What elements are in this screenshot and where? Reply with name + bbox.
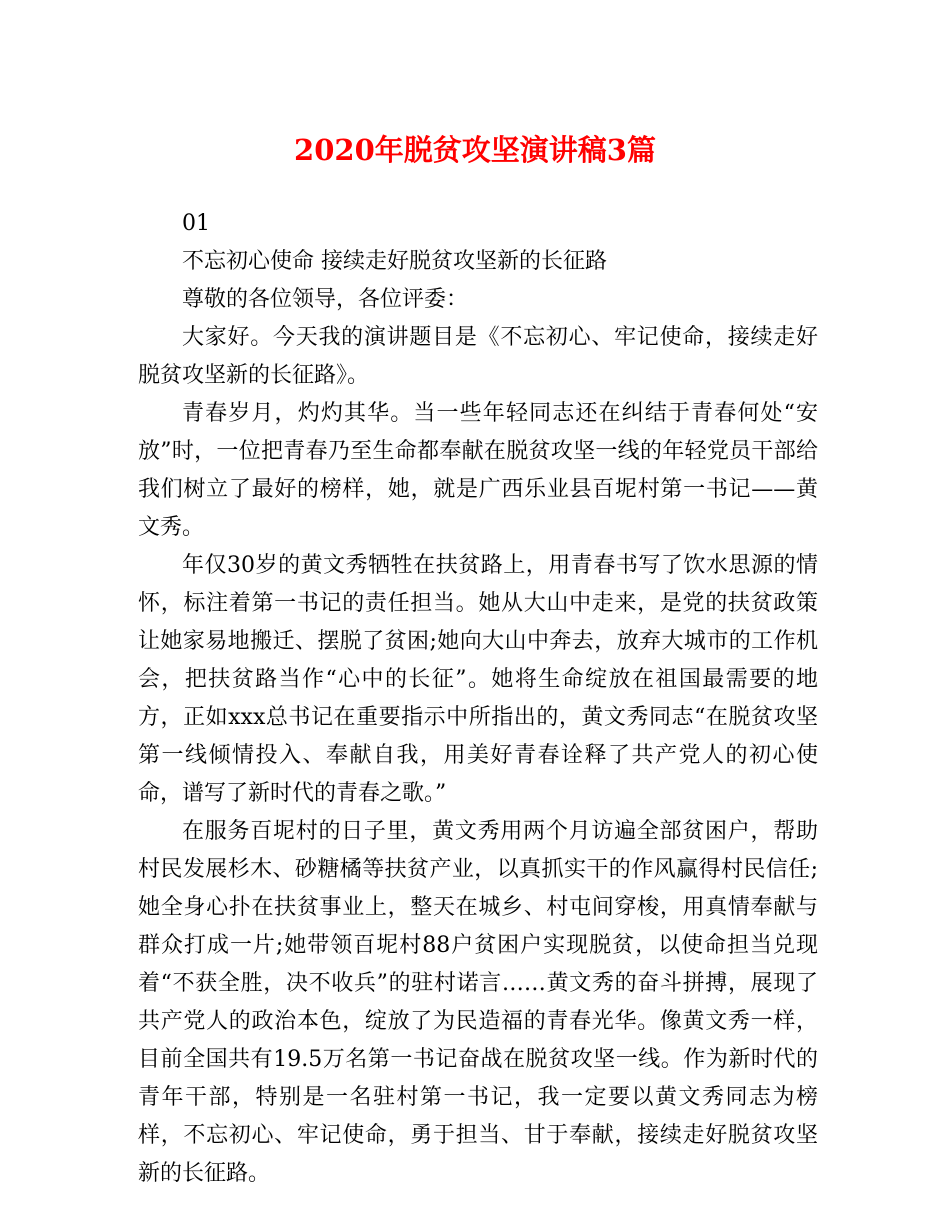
body-paragraph: 青春岁月，灼灼其华。当一些年轻同志还在纠结于青春何处“安放”时，一位把青春乃至生命都奉献在脱贫攻坚一线的年轻党员干部给我们树立了最好的榜样，她，就是广西乐业县百坭村第一书记——黄文秀。 bbox=[138, 401, 818, 540]
section-number: 01 bbox=[182, 211, 210, 236]
body-paragraph: 在服务百坭村的日子里，黄文秀用两个月访遍全部贫困户，帮助村民发展杉木、砂糖橘等扶贫产业，以真抓实干的作风赢得村民信任;她全身心扑在扶贫事业上，整天在城乡、村屯间穿梭，用真情奉献与群众打成一片;她带领百坭村88户贫困户实现脱贫，以使命担当兑现着“不获全胜，决不收兵”的驻村诺言……黄文秀的奋斗拼搏，展现了共产党人的政治本色，绽放了为民造福的青春光华。像黄文秀一样，目前全国共有19.5万名第一书记奋战在脱贫攻坚一线。作为新时代的青年干部，特别是一名驻村第一书记，我一定要以黄文秀同志为榜样，不忘初心、牢记使命，勇于担当、甘于奉献，接续走好脱贫攻坚新的长征路。 bbox=[138, 819, 818, 1186]
speech-heading: 不忘初心使命 接续走好脱贫攻坚新的长征路 bbox=[182, 249, 607, 274]
salutation: 尊敬的各位领导，各位评委： bbox=[182, 287, 469, 312]
body-paragraph: 大家好。今天我的演讲题目是《不忘初心、牢记使命，接续走好脱贫攻坚新的长征路》。 bbox=[138, 325, 818, 388]
document-title: 2020年脱贫攻坚演讲稿3篇 bbox=[294, 133, 656, 167]
body-paragraph: 年仅30岁的黄文秀牺牲在扶贫路上，用青春书写了饮水思源的情怀，标注着第一书记的责任担当。她从大山中走来，是党的扶贫政策让她家易地搬迁、摆脱了贫困;她向大山中奔去，放弃大城市的工作机会，把扶贫路当作“心中的长征”。她将生命绽放在祖国最需要的地方，正如xxx总书记在重要指示中所指出的，黄文秀同志“在脱贫攻坚第一线倾情投入、奉献自我，用美好青春诠释了共产党人的初心使命，谱写了新时代的青春之歌。” bbox=[138, 553, 818, 806]
document-body bbox=[138, 205, 818, 1193]
